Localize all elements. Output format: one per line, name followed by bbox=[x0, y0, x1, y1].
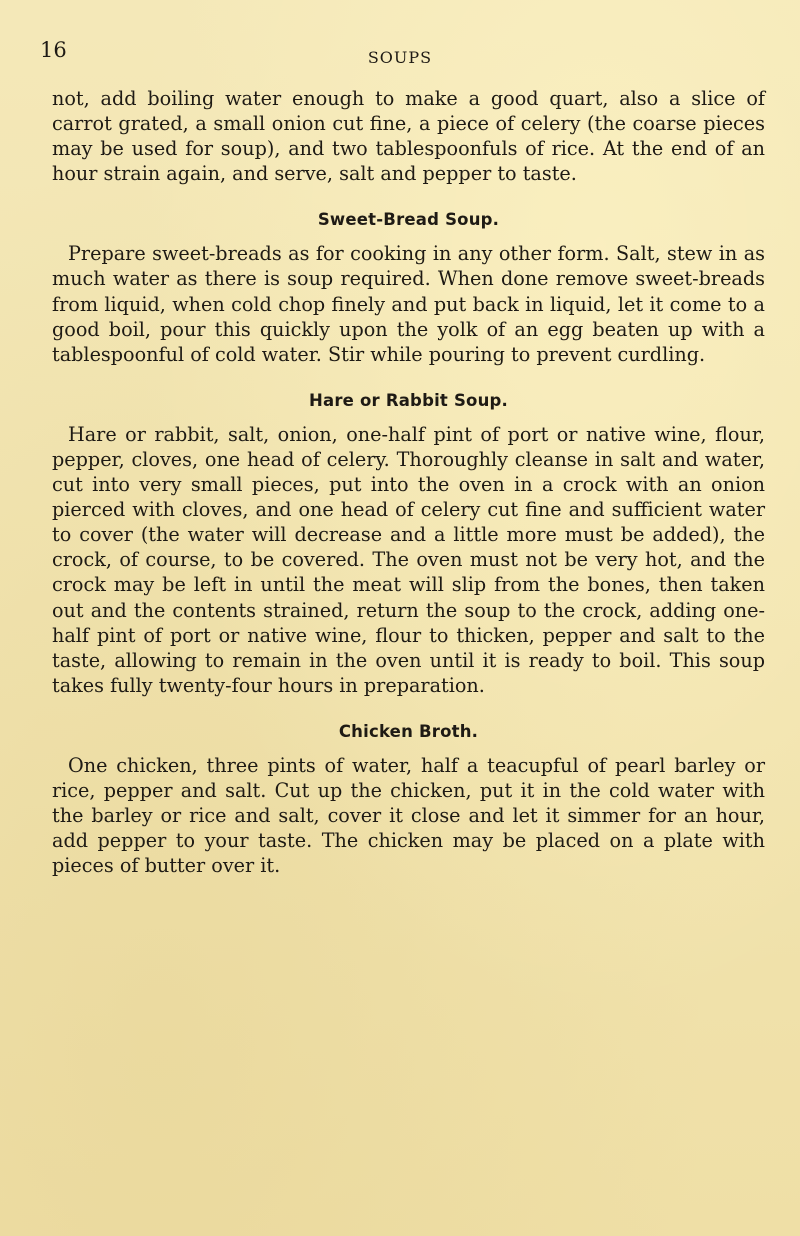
page-number: 16 bbox=[40, 38, 67, 62]
recipe-text-chicken-broth: One chicken, three pints of water, half a teacupful of pearl barley or rice, pepper and salt. Cut up the chicken, put it in the cold water with the barley or rice and salt, cover it close and let it simmer for an hour, add pepper to your taste. The chicken may be placed on a plate with pieces of butter over it. bbox=[52, 753, 765, 878]
running-head: SOUPS bbox=[367, 48, 433, 67]
recipe-title-chicken-broth: Chicken Broth. bbox=[338, 721, 479, 741]
page-body bbox=[52, 86, 765, 878]
page-header bbox=[40, 38, 760, 68]
recipe-text-sweet-bread-soup: Prepare sweet-breads as for cooking in any other form. Salt, stew in as much water as there is soup required. When done remove sweet-breads from liquid, when cold chop finely and put back in liquid, let it come to a good boil, pour this quickly upon the yolk of an egg beaten up with a tablespoonful of cold water. Stir while pouring to prevent curdling. bbox=[52, 242, 765, 366]
recipe-title-hare-or-rabbit-soup: Hare or Rabbit Soup. bbox=[308, 390, 509, 410]
recipe-text-hare-or-rabbit-soup: Hare or rabbit, salt, onion, one-half pint of port or native wine, flour, pepper, cloves, one head of celery. Thoroughly cleanse in salt and water, cut into very small pieces, put into the oven in a crock with an onion pierced with cloves, and one head of celery cut fine and sufficient water to cover (the water will decrease and a little more must be added), the crock, of course, to be covered. The oven must not be very hot, and the crock may be left in until the meat will slip from the bones, then taken out and the contents strained, return the soup to the crock, adding one-half pint of port or native wine, flour to thicken, pepper and salt to the taste, allowing to remain in the oven until it is ready to boil. This soup takes fully twenty-four hours in preparation. bbox=[52, 422, 765, 697]
recipe-title-sweet-bread-soup: Sweet-Bread Soup. bbox=[317, 210, 500, 230]
continued-paragraph: not, add boiling water enough to make a good quart, also a slice of carrot grated, a small onion cut fine, a piece of celery (the coarse pieces may be used for soup), and two tablespoonfuls of rice. At the end of an hour strain again, and serve, salt and pepper to taste. bbox=[52, 87, 765, 186]
